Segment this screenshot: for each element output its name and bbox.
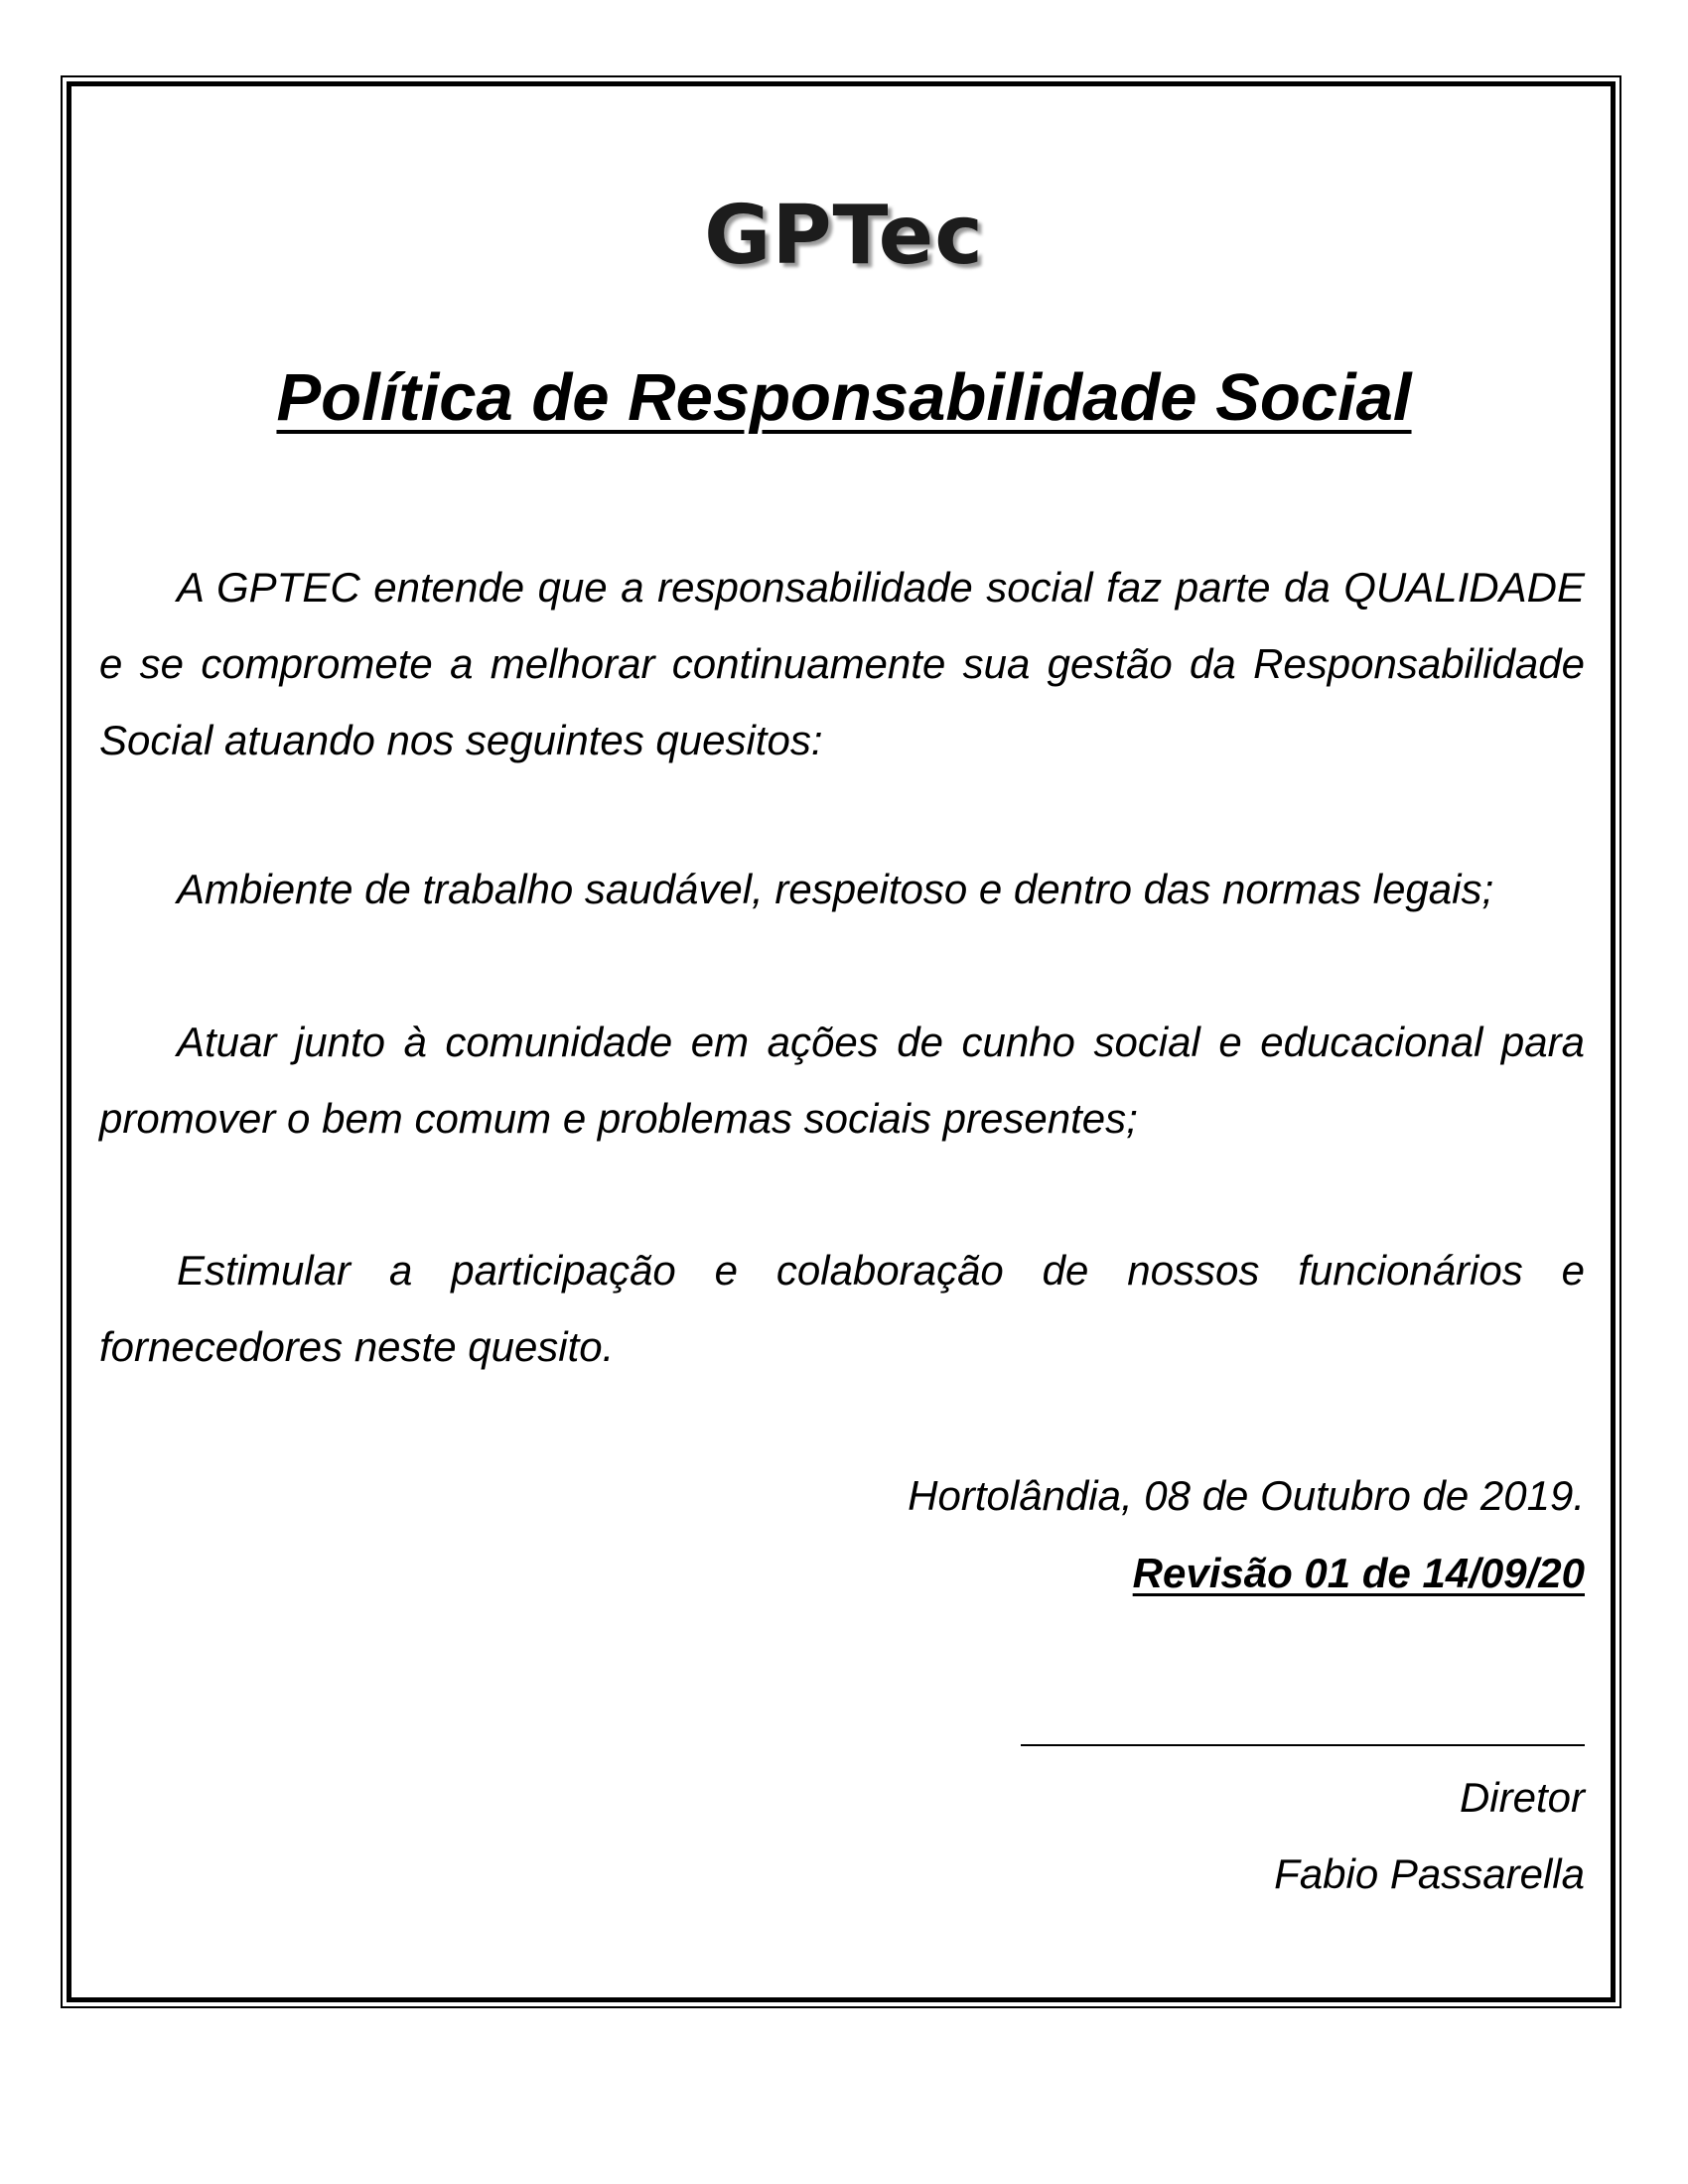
date-line: Hortolândia, 08 de Outubro de 2019. [908,1472,1585,1519]
policy-item-2: Atuar junto à comunidade em ações de cunho social e educacional para promover o bem comum e problemas sociais presentes; [99,1019,1585,1142]
company-logo: GPTec [704,189,984,283]
revision-line: Revisão 01 de 14/09/20 [1132,1550,1585,1596]
signature-line [1021,1744,1585,1746]
intro-paragraph: A GPTEC entende que a responsabilidade social faz parte da QUALIDADE e se compromete a melhorar continuamente sua gestão da Responsabilidade Social atuando nos seguintes quesitos: [99,564,1585,763]
document-title: Política de Responsabilidade Social [276,360,1412,435]
policy-item-1: Ambiente de trabalho saudável, respeitoso e dentro das normas legais; [177,866,1494,912]
signer-role: Diretor [1459,1774,1585,1821]
signer-name: Fabio Passarella [1274,1850,1585,1897]
policy-item-3: Estimular a participação e colaboração de nossos funcionários e fornecedores neste quesito. [99,1247,1585,1370]
